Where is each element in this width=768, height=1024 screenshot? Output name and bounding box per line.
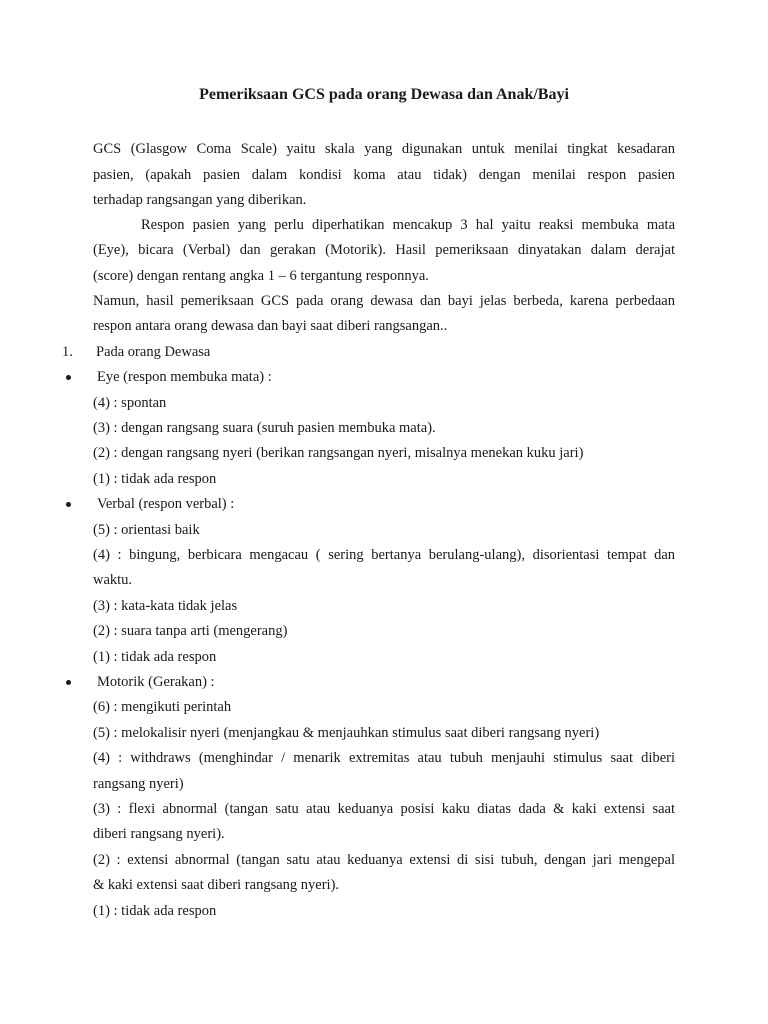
motorik-item-4-line-2: rangsang nyeri) xyxy=(93,776,184,792)
eye-item-2: (2) : dengan rangsang nyeri (berikan rangsangan nyeri, misalnya menekan kuku jari) xyxy=(93,445,584,461)
motorik-item-5: (5) : melokalisir nyeri (menjangkau & menjauhkan stimulus saat diberi rangsang nyeri) xyxy=(93,725,600,741)
intro-p2-line-1: Respon pasien yang perlu diperhatikan mencakup 3 hal yaitu reaksi membuka mata xyxy=(141,217,675,233)
intro-p1-line-1: GCS (Glasgow Coma Scale) yaitu skala yang digunakan untuk menilai tingkat kesadaran xyxy=(93,141,675,157)
eye-item-4: (4) : spontan xyxy=(93,395,167,411)
list-item-adult: Pada orang Dewasa xyxy=(96,344,211,360)
motorik-heading: Motorik (Gerakan) : xyxy=(97,674,215,690)
list-number-1: 1. xyxy=(62,344,73,360)
intro-p2-line-3: (score) dengan rentang angka 1 – 6 tergantung responnya. xyxy=(93,268,429,284)
motorik-item-4-line-1: (4) : withdraws (menghindar / menarik extremitas atau tubuh menjauhi stimulus saat diberi xyxy=(93,750,675,766)
motorik-item-6: (6) : mengikuti perintah xyxy=(93,699,232,715)
intro-p1-line-2: pasien, (apakah pasien dalam kondisi koma atau tidak) dengan menilai respon pasien xyxy=(93,167,675,183)
eye-item-1: (1) : tidak ada respon xyxy=(93,471,217,487)
motorik-item-3-line-2: diberi rangsang nyeri). xyxy=(93,826,225,842)
verbal-item-1: (1) : tidak ada respon xyxy=(93,649,217,665)
motorik-item-2-line-2: & kaki extensi saat diberi rangsang nyeri). xyxy=(93,877,340,893)
bullet-icon xyxy=(66,502,71,507)
verbal-item-3: (3) : kata-kata tidak jelas xyxy=(93,598,238,614)
intro-p3-line-2: respon antara orang dewasa dan bayi saat diberi rangsangan.. xyxy=(93,318,448,334)
verbal-item-2: (2) : suara tanpa arti (mengerang) xyxy=(93,623,288,639)
verbal-item-5: (5) : orientasi baik xyxy=(93,522,200,538)
intro-p3-line-1: Namun, hasil pemeriksaan GCS pada orang dewasa dan bayi jelas berbeda, karena perbedaan xyxy=(93,293,675,309)
bullet-icon xyxy=(66,680,71,685)
intro-p1-line-3: terhadap rangsangan yang diberikan. xyxy=(93,192,307,208)
verbal-heading: Verbal (respon verbal) : xyxy=(97,496,235,512)
page-title: Pemeriksaan GCS pada orang Dewasa dan Anak/Bayi xyxy=(199,86,569,103)
verbal-item-4-line-2: waktu. xyxy=(93,572,133,588)
bullet-icon xyxy=(66,375,71,380)
eye-item-3: (3) : dengan rangsang suara (suruh pasien membuka mata). xyxy=(93,420,436,436)
intro-p2-line-2: (Eye), bicara (Verbal) dan gerakan (Motorik). Hasil pemeriksaan dinyatakan dalam derajat xyxy=(93,242,675,258)
motorik-item-3-line-1: (3) : flexi abnormal (tangan satu atau keduanya posisi kaku diatas dada & kaki extensi saat xyxy=(93,801,675,817)
motorik-item-1: (1) : tidak ada respon xyxy=(93,903,217,919)
verbal-item-4-line-1: (4) : bingung, berbicara mengacau ( sering bertanya berulang-ulang), disorientasi tempat dan xyxy=(93,547,675,563)
motorik-item-2-line-1: (2) : extensi abnormal (tangan satu atau keduanya extensi di sisi tubuh, dengan jari mengepal xyxy=(93,852,675,868)
eye-heading: Eye (respon membuka mata) : xyxy=(97,369,272,385)
